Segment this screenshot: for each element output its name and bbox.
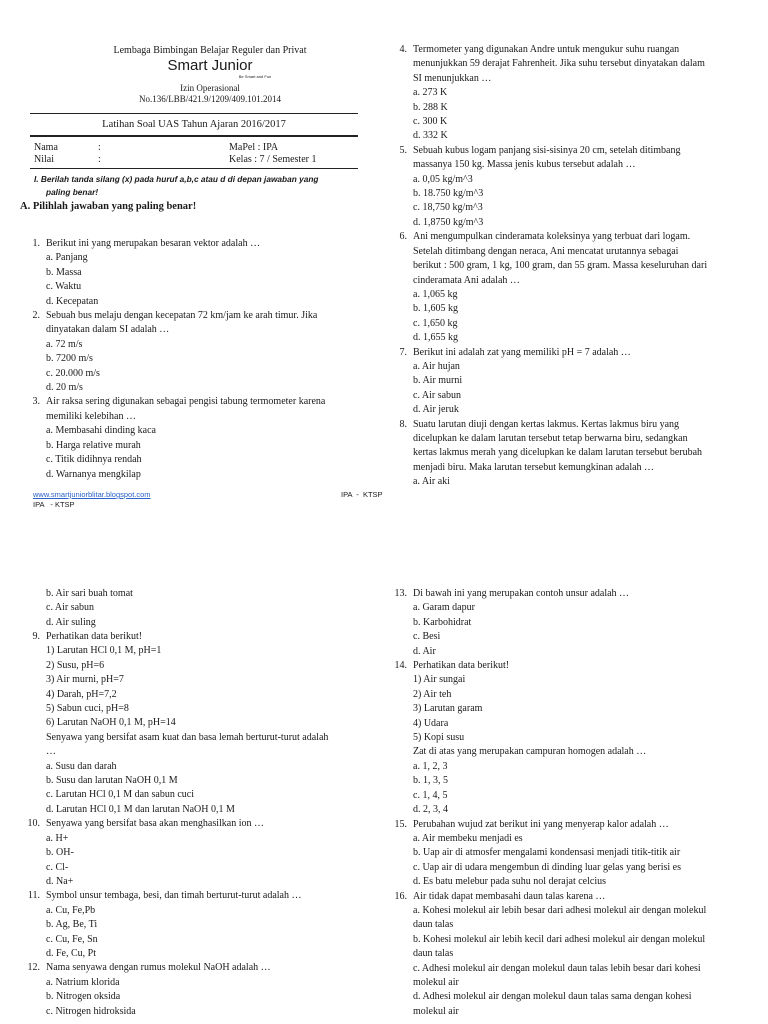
header-rule-thick [30,135,358,137]
answer-option[interactable]: d. Es batu melebur pada suhu nol derajat celcius [413,876,606,888]
question-text: Zat di atas yang merupakan campuran homogen adalah … [413,746,647,758]
question-text: Suatu larutan diuji dengan kertas lakmus. Kertas lakmus biru yang [413,418,680,430]
question-text: Perhatikan data berikut! [413,660,510,672]
instruction [34,173,364,199]
question-body [413,43,763,144]
answer-option[interactable]: b. Karbohidrat [413,616,472,628]
letterhead [60,44,360,105]
answer-option[interactable]: daun talas [413,948,454,960]
question-text: 5) Kopi susu [413,732,465,744]
question-text: Air tidak dapat membasahi daun talas karena … [413,890,606,902]
answer-option[interactable]: b. 288 K [413,101,448,113]
question-text: memiliki kelebihan … [46,410,136,422]
question-body [413,346,763,418]
answer-option[interactable]: a. Air membeku menjadi es [413,832,523,844]
answer-option[interactable]: b. Air sari buah tomat [46,588,133,599]
question-body [413,818,763,890]
question-text: Berikut ini adalah zat yang memiliki pH = 7 adalah … [413,346,631,358]
answer-option[interactable]: b. 1, 3, 5 [413,775,448,787]
question-body [46,961,366,1019]
footer-link[interactable]: www.smartjuniorblitar.blogspot.com [33,490,151,499]
answer-option[interactable]: c. Cu, Fe, Sn [46,933,98,945]
nama-label: Nama [34,142,58,153]
question-item [393,659,763,817]
footer-subject-right: IPA - KTSP [341,490,383,499]
section-a-heading: A. Pilihlah jawaban yang paling benar! [20,201,197,212]
answer-option[interactable]: a. Membasahi dinding kaca [46,425,156,437]
answer-option[interactable]: c. Air sabun [46,602,95,614]
question-text: … [46,746,56,758]
question-text: Sebuah bus melaju dengan kecepatan 72 km/jam ke arah timur. Jika [46,310,318,322]
question-number: 6. [399,231,407,243]
question-number: 16. [394,890,407,902]
question-text: dicelupkan ke dalam larutan tersebut tetap berwarna biru, sedangkan [413,432,688,444]
question-text: Senyawa yang bersifat asam kuat dan basa lemah berturut-turut adalah [46,731,329,743]
answer-option[interactable]: d. Fe, Cu, Pt [46,947,97,959]
answer-option[interactable]: b. Kohesi molekul air lebih kecil dari adhesi molekul air dengan molekul [413,933,706,945]
permit-label: Izin Operasional [180,83,240,93]
answer-option[interactable]: c. Air sabun [413,389,462,401]
instruction-line: I. Berilah tanda silang (x) pada huruf a,b,c atau d di depan jawaban yang [34,174,319,184]
exam-title: Latihan Soal UAS Tahun Ajaran 2016/2017 [102,119,286,130]
question-body [413,230,763,345]
answer-option[interactable]: c. 18,750 kg/m^3 [413,202,483,214]
question-body [46,889,366,961]
question-text: menunjukkan 59 derajat Fahrenheit. Jika suhu tersebut dinyatakan dalam [413,58,705,70]
answer-option[interactable]: c. Uap air di udara mengembun di dinding luar gelas yang berisi es [413,861,681,873]
page2-left-questions [26,630,366,1019]
question-body [413,144,763,230]
question-number: 10. [27,818,40,830]
answer-option[interactable]: d. Adhesi molekul air dengan molekul daun talas sama dengan kohesi [413,991,692,1003]
answer-option[interactable]: c. 300 K [413,116,448,128]
question-text: 1) Air sungai [413,674,466,686]
answer-option[interactable]: a. Susu dan darah [46,760,117,772]
brand-tagline: Be Smart and Fun [238,74,272,79]
question-body [46,237,366,309]
answer-option[interactable]: d. Na+ [46,875,74,887]
answer-option[interactable]: d. 20 m/s [46,382,83,394]
question-item [393,818,763,890]
answer-option[interactable]: d. Kecepatan [46,295,99,307]
question-number: 13. [394,588,407,599]
question-item [26,961,366,1019]
question-number: 8. [399,418,407,430]
question-text: Nama senyawa dengan rumus molekul NaOH adalah … [46,962,271,974]
page2-right-questions [393,587,763,1019]
answer-option[interactable]: c. Titik didihnya rendah [46,454,142,466]
question-body [413,418,763,490]
answer-option[interactable]: d. 2, 3, 4 [413,804,448,816]
question-item [26,630,366,817]
question-text: Di bawah ini yang merupakan contoh unsur adalah … [413,588,630,599]
question-text: 1) Larutan HCl 0,1 M, pH=1 [46,645,162,657]
answer-option[interactable]: b. 7200 m/s [46,353,93,365]
question-number: 2. [32,310,40,322]
question-number: 4. [399,44,407,55]
question-item [26,237,366,309]
answer-option[interactable]: a. 1,065 kg [413,288,458,300]
question-text: Sebuah kubus logam panjang sisi-sisinya 20 cm, setelah ditimbang [413,144,681,156]
question-text: Berikut ini yang merupakan besaran vektor adalah … [46,238,261,249]
answer-option[interactable]: d. Air suling [46,616,96,628]
page1-right-questions [393,43,763,490]
answer-option[interactable]: b. OH- [46,847,74,859]
question-number: 12. [27,962,40,974]
answer-option[interactable]: b. 1,605 kg [413,303,458,315]
mapel-field: MaPel : IPA [229,142,279,153]
question-item [26,817,366,889]
answer-option[interactable]: a. Natrium klorida [46,976,120,988]
answer-option[interactable]: c. Besi [413,631,441,643]
answer-option[interactable]: b. Susu dan larutan NaOH 0,1 M [46,775,178,787]
answer-option[interactable]: b. Nitrogen oksida [46,991,121,1003]
question-item [393,587,763,659]
question-text: 2) Air teh [413,688,452,700]
answer-option[interactable]: a. 72 m/s [46,338,83,350]
question-text: 4) Darah, pH=7,2 [46,688,117,700]
question-number: 5. [399,144,407,156]
answer-option[interactable]: c. 1,650 kg [413,317,458,329]
answer-option[interactable]: molekul air [413,1005,459,1017]
answer-option[interactable]: daun talas [413,919,454,931]
answer-option[interactable]: a. 0,05 kg/m^3 [413,173,473,185]
answer-option[interactable]: d. 1,8750 kg/m^3 [413,216,484,228]
question-item [393,144,763,230]
answer-option[interactable]: c. 1, 4, 5 [413,789,448,801]
answer-option[interactable]: molekul air [413,976,459,988]
nilai-colon: : [98,154,101,165]
answer-option[interactable]: a. Air hujan [413,360,460,372]
answer-option[interactable]: d. 332 K [413,130,448,142]
answer-option[interactable]: b. Harga relative murah [46,439,141,451]
question-text: Termometer yang digunakan Andre untuk mengukur suhu ruangan [413,44,680,55]
question-body [46,630,366,817]
question-text: Setelah ditimbang dengan neraca, Ani mencatat urutannya sebagai [413,245,679,257]
question-text: menjadi biru. Maka larutan tersebut kemungkinan adalah … [413,461,655,473]
header-rule-top [30,113,358,114]
question-number: 7. [399,346,407,358]
question-number: 11. [27,890,40,902]
student-info [34,141,358,169]
footer-subject-left: IPA - KTSP [33,500,75,509]
question-item [393,230,763,345]
header-rule-bottom [30,168,358,169]
question-text: SI menunjukkan … [413,72,492,84]
question-number: 14. [394,660,407,672]
question-text: 3) Air murni, pH=7 [46,674,124,686]
question-text: 2) Susu, pH=6 [46,659,105,671]
question-text: Symbol unsur tembaga, besi, dan timah berturut-turut adalah … [46,890,302,902]
answer-option[interactable]: b. Air murni [413,375,463,387]
question-item [393,418,763,490]
question-text: 3) Larutan garam [413,703,483,715]
question-item [393,890,763,1020]
question-text: berikut : 500 gram, 1 kg, 100 gram, dan 55 gram. Massa keseluruhan dari [413,260,708,272]
permit-number: No.136/LBB/421.9/1209/409.101.2014 [138,94,281,104]
question-body [46,309,366,395]
brand-name: Smart Junior [167,57,253,74]
question-body [413,587,763,659]
answer-option[interactable]: a. H+ [46,832,69,844]
question-text: 5) Sabun cuci, pH=8 [46,703,129,715]
answer-option[interactable]: b. Massa [46,266,82,278]
question-text: Air raksa sering digunakan sebagai pengisi tabung termometer karena [46,396,326,408]
question-text: cinderamata Ani adalah … [413,274,520,286]
question-text: Ani mengumpulkan cinderamata koleksinya yang terbuat dari logam. [413,231,691,243]
answer-option[interactable]: c. Nitrogen hidroksida [46,1005,136,1017]
question-number: 15. [394,818,407,830]
answer-option[interactable]: a. Cu, Fe,Pb [46,904,96,916]
page1-left-questions [26,237,366,482]
question-text: Senyawa yang bersifat basa akan menghasilkan ion … [46,818,264,830]
question-item [26,889,366,961]
instruction-line: paling benar! [46,187,99,197]
answer-option[interactable]: b. Uap air di atmosfer mengalami kondensasi menjadi titik-titik air [413,847,681,859]
question-text: kertas lakmus merah yang dicelupkan ke dalam larutan tersebut berubah [413,447,703,459]
question-body [413,890,763,1020]
answer-option[interactable]: c. Cl- [46,861,69,873]
question-text: Perubahan wujud zat berikut ini yang menyerap kalor adalah … [413,818,669,830]
question-number: 1. [32,238,40,249]
answer-option[interactable]: b. 18.750 kg/m^3 [413,188,484,200]
question-item [26,309,366,395]
page2-left-continued [46,587,366,630]
question-number: 9. [32,631,40,642]
question-text: 4) Udara [413,717,449,729]
answer-option[interactable]: c. Waktu [46,281,82,293]
question-text: Perhatikan data berikut! [46,631,143,642]
question-number: 3. [32,396,40,408]
answer-option[interactable]: b. Ag, Be, Ti [46,919,98,931]
kelas-field: Kelas : 7 / Semester 1 [229,154,317,165]
answer-option[interactable]: d. Warnanya mengkilap [46,468,141,480]
question-text: 6) Larutan NaOH 0,1 M, pH=14 [46,717,176,729]
answer-option[interactable]: d. Air [413,645,436,657]
answer-option[interactable]: a. 1, 2, 3 [413,760,448,772]
answer-option[interactable]: c. 20.000 m/s [46,367,100,379]
answer-option[interactable]: a. Kohesi molekul air lebih besar dari adhesi molekul air dengan molekul [413,904,707,916]
answer-option[interactable]: a. Garam dapur [413,602,475,614]
org-name: Lembaga Bimbingan Belajar Reguler dan Privat [113,45,307,56]
answer-option[interactable]: a. 273 K [413,87,448,99]
answer-option[interactable]: a. Air aki [413,476,450,488]
answer-option[interactable]: d. Larutan HCl 0,1 M dan larutan NaOH 0,1 M [46,803,235,815]
answer-option[interactable]: c. Larutan HCl 0,1 M dan sabun cuci [46,789,195,801]
question-body [46,395,366,481]
question-body [46,817,366,889]
answer-option[interactable]: c. Adhesi molekul air dengan molekul daun talas lebih besar dari kohesi [413,962,701,974]
question-text: massanya 150 kg. Massa jenis kubus tersebut adalah … [413,159,636,171]
question-item [393,346,763,418]
question-item [393,43,763,144]
answer-option[interactable]: d. 1,655 kg [413,332,458,344]
question-text: dinyatakan dalam SI adalah … [46,324,170,336]
answer-option[interactable]: d. Air jeruk [413,404,459,416]
answer-option[interactable]: a. Panjang [46,252,88,264]
nilai-label: Nilai [34,154,54,165]
question-item [26,395,366,481]
question-body [413,659,763,817]
nama-colon: : [98,142,101,153]
